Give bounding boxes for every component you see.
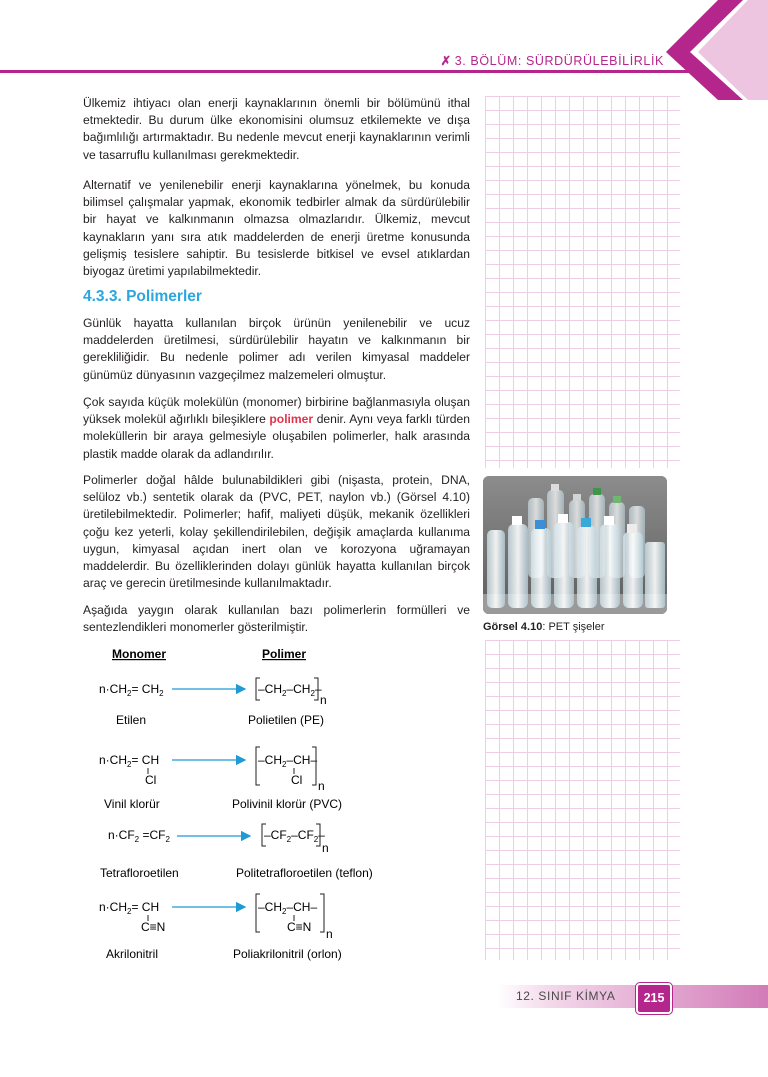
pvc-unit: $-CH_2-CH-$ [258, 753, 318, 769]
monomer-name: Akrilonitril [106, 947, 159, 961]
svg-text:n: n [320, 693, 327, 707]
ethylene-formula: $n\cdot CH_2= CH_2$ [99, 682, 164, 698]
photo-caption: Görsel 4.10: PET şişeler [483, 621, 605, 633]
tfe-formula: $n\cdot CF_2 =CF_2$ [108, 828, 170, 844]
vinyl-chloride-formula: $n\cdot CH_2=$ CH [99, 753, 160, 769]
paragraph-polymers-intro: Günlük hayatta kullanılan birçok ürünün yenilenebilir ve ucuz maddelerden üretilmesi, sürdürülebilir hayatın ve kalkınmanın bir gerekliliğidir. Bu nedenle polimer adı verilen kimyasal maddeler günümüz dünyasının vazgeçilmez malzemeleri olmuştur. [83, 316, 470, 382]
monomer-name: Tetrafloroetilen [100, 866, 179, 880]
acrylonitrile-formula: $n\cdot CH_2=$ CH [99, 900, 160, 916]
header-polymer: Polimer [262, 647, 307, 661]
svg-text:n: n [318, 779, 325, 793]
section-title: 4.3.3. Polimerler [83, 288, 202, 305]
paragraph-polymer-definition: Çok sayıda küçük molekülün (monomer) birbirine bağlanmasıyla oluşan yüksek molekül ağırlıklı bileşiklere polimer denir. Aynı veya farklı türden moleküllerin bir araya gelmesiyle oluşabilen polimerler, halk arasında plastik madde olarak da adlandırılır. [83, 395, 470, 461]
formula-row-tetrafluoroethylene [100, 824, 373, 880]
notes-grid-bottom [485, 640, 680, 960]
polymer-name: Poliakrilonitril (orlon) [233, 947, 342, 961]
svg-text:Cl: Cl [291, 773, 303, 787]
corner-decoration [658, 0, 768, 100]
svg-text:C≡N: C≡N [287, 920, 312, 934]
polyethylene-unit: $-CH_2-CH_2-$ [258, 682, 322, 698]
formula-row-ethylene [99, 678, 327, 727]
formula-row-acrylonitrile [99, 894, 342, 961]
polymer-name: Polivinil klorür (PVC) [232, 797, 343, 811]
pet-bottles-photo [483, 476, 667, 614]
paragraph-polymer-types: Polimerler doğal hâlde bulunabildikleri gibi (nişasta, protein, DNA, selüloz vb.) sentetik olarak da (PVC, PET, naylon vb.) (Görsel 4.10) üretilebilmektedir. Polimerler; hafif, maliyeti düşük, mekanik özellikleri çoğu kez yeterli, kolay şekillendirilebilen, değişik amaçlarda kullanıma uygun, kimyasal açıdan inert olan ve korozyona uğramayan maddelerdir. Bu özelliklerinden dolayı günlük hayatta kullanılan birçok araç ve gerecin üretilmesinde kullanılmaktadır. [83, 473, 470, 591]
paragraph-energy-import: Ülkemiz ihtiyacı olan enerji kaynaklarının önemli bir bölümünü ithal etmektedir. Bu durum ülke ekonomisini olumsuz etkilemekte ve dışa bağımlılığı artırmaktadır. Bu nedenle mevcut enerji kaynaklarının verimli ve tasarruflu kullanılması gerekmektedir. [83, 96, 470, 162]
polymer-formula-table [90, 640, 400, 970]
svg-text:Cl: Cl [145, 773, 157, 787]
svg-text:C≡N: C≡N [141, 920, 166, 934]
paragraph-formulas-intro: Aşağıda yaygın olarak kullanılan bazı polimerlerin formülleri ve sentezlendikleri monomerler gösterilmiştir. [83, 603, 470, 635]
header-rule [0, 70, 690, 73]
footer-book-title: 12. SINIF KİMYA [516, 989, 616, 1003]
svg-text:n: n [326, 927, 333, 941]
monomer-name: Etilen [116, 713, 147, 727]
formula-row-vinyl-chloride [99, 747, 342, 811]
pan-unit: $-CH_2-CH-$ [258, 900, 318, 916]
page-number: 215 [636, 983, 672, 1014]
polymer-name: Polietilen (PE) [248, 713, 325, 727]
polymer-keyword: polimer [269, 412, 314, 427]
polymer-name: Politetrafloroetilen (teflon) [236, 866, 373, 880]
paragraph-alternative-energy: Alternatif ve yenilenebilir enerji kaynaklarına yönelmek, bu konuda bilimsel çalışmalar yapmak, ekonomik tedbirler almak da sürdürülebilir bir hayat ve kalkınmanın olmazsa olmazlarıdır. Ülkemiz, mevcut kaynakların yanı sıra atık maddelerden de enerji üretme konusunda gelişmiş tesislere sahiptir. Bu tesislerde bitkisel ve evsel atıklardan biyogaz üretimi yapılabilmektedir. [83, 178, 470, 279]
chapter-mark-icon: ✗ [440, 54, 452, 68]
chapter-title: ✗ 3. BÖLÜM: SÜRDÜRÜLEBİLİRLİK [440, 54, 664, 68]
svg-text:n: n [322, 841, 329, 855]
header-monomer: Monomer [112, 647, 166, 661]
monomer-name: Vinil klorür [104, 797, 160, 811]
ptfe-unit: $-CF_2-CF_2-$ [264, 828, 325, 844]
notes-grid-top [485, 96, 680, 468]
